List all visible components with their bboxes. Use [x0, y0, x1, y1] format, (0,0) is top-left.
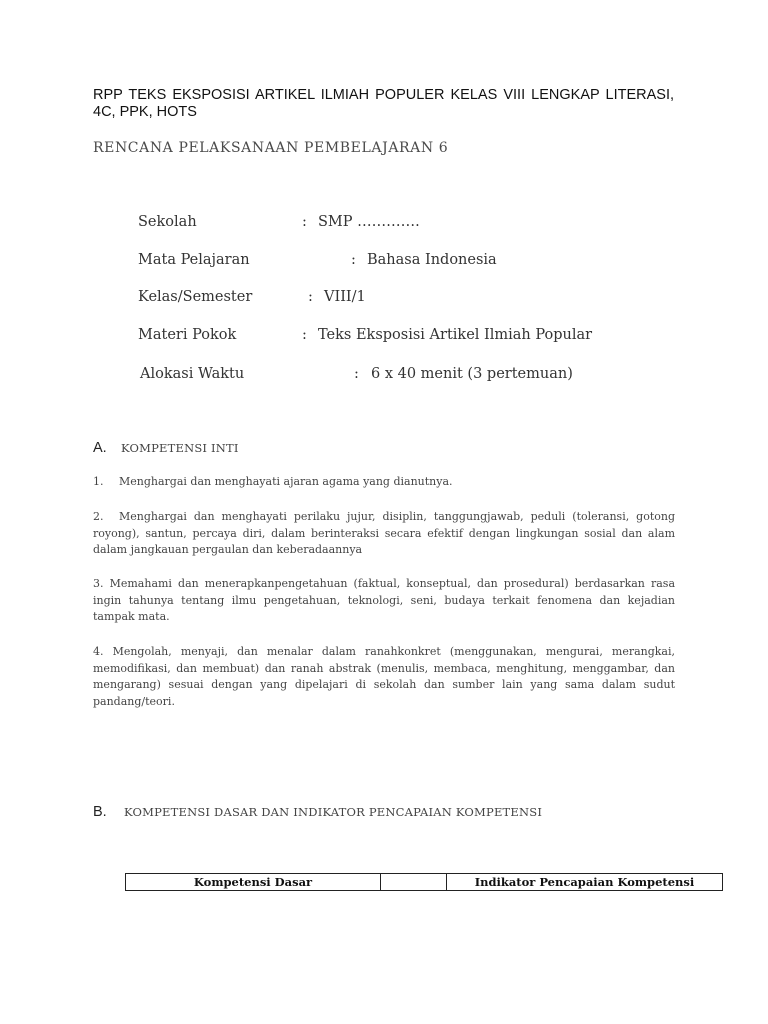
info-value: 6 x 40 menit (3 pertemuan) [371, 366, 573, 382]
info-separator: : [351, 252, 356, 268]
info-separator: : [302, 214, 307, 230]
item-number: 3. [93, 577, 104, 590]
item-number: 2. [93, 510, 104, 523]
info-value: VIII/1 [324, 289, 366, 305]
item-text: Mengolah, menyaji, dan menalar dalam ranahkonkret (menggunakan, mengurai, merangkai, memodifikasi, dan membuat) dan ranah abstrak (menulis, membaca, menghitung, menggambar, dan mengarang) sesuai dengan yang dipelajari di sekolah dan sumber lain yang sama dalam sudut pandang/teori. [93, 645, 676, 709]
section-title: KOMPETENSI DASAR DAN INDIKATOR PENCAPAIAN KOMPETENSI [124, 805, 543, 819]
table-header-empty [381, 874, 447, 891]
section-a-heading [93, 439, 239, 457]
kompetensi-inti-item-3 [93, 576, 675, 626]
section-letter: A. [93, 440, 107, 456]
table-header-kompetensi-dasar: Kompetensi Dasar [126, 874, 381, 891]
section-b-heading [93, 803, 542, 821]
info-label: Kelas/Semester [138, 289, 253, 305]
info-label: Alokasi Waktu [140, 366, 245, 382]
section-title: KOMPETENSI INTI [121, 441, 239, 455]
item-text: Menghargai dan menghayati perilaku jujur, disiplin, tanggungjawab, peduli (toleransi, gotong royong), santun, percaya diri, dalam berinteraksi secara efektif dengan lingkungan sosial dan alam dalam jangkauan pergaulan dan keberadaannya [93, 510, 675, 557]
info-value: SMP …………. [318, 214, 420, 230]
item-text: Memahami dan menerapkanpengetahuan (faktual, konseptual, dan prosedural) berdasarkan rasa ingin tahunya tentang ilmu pengetahuan, teknologi, seni, budaya terkait fenomena dan kejadian tampak mata. [93, 577, 675, 624]
document-subtitle: RENCANA PELAKSANAAN PEMBELAJARAN 6 [93, 140, 449, 156]
item-text: Menghargai dan menghayati ajaran agama yang dianutnya. [119, 475, 453, 488]
item-number: 4. [93, 645, 104, 658]
document-title: RPP TEKS EKSPOSISI ARTIKEL ILMIAH POPULER KELAS VIII LENGKAP LITERASI, 4C, PPK, HOTS [93, 87, 674, 120]
info-separator: : [308, 289, 313, 305]
table-header-indikator: Indikator Pencapaian Kompetensi [447, 874, 723, 891]
info-label: Mata Pelajaran [138, 252, 250, 268]
info-separator: : [354, 366, 359, 382]
info-value: Teks Eksposisi Artikel Ilmiah Popular [318, 327, 593, 343]
info-label: Materi Pokok [138, 327, 237, 343]
info-separator: : [302, 327, 307, 343]
table-header-row [126, 874, 723, 891]
kompetensi-dasar-table [125, 873, 723, 891]
info-value: Bahasa Indonesia [367, 252, 497, 268]
kompetensi-inti-item-4 [93, 644, 675, 711]
info-label: Sekolah [138, 214, 197, 230]
kompetensi-inti-item-1 [93, 474, 675, 491]
kompetensi-inti-item-2 [93, 509, 675, 559]
section-letter: B. [93, 804, 107, 820]
item-number: 1. [93, 475, 104, 488]
